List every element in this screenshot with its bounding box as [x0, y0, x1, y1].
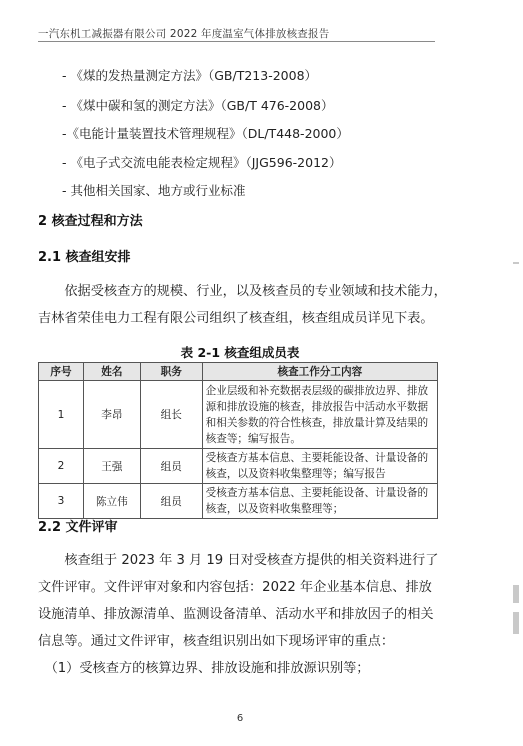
table-caption: 表 2-1 核查组成员表 — [180, 345, 300, 360]
duty-line: 受核查方基本信息、主要耗能设备、计量设备的 — [205, 487, 429, 499]
duty-line: 核查等；编写报告。 — [205, 432, 301, 445]
reference-item: - 《电子式交流电能表检定规程》（JJG596-2012） — [62, 155, 342, 170]
paragraph-line: （1）受核查方的核算边界、排放设施和排放源识别等； — [38, 661, 370, 676]
cell-number: 2 — [39, 449, 84, 484]
paragraph-line: 信息等。通过文件评审，核查组识别出如下现场评审的重点： — [38, 634, 395, 649]
cell-duty — [202, 484, 437, 519]
reference-item: - 《煤的发热量测定方法》（GB/T213-2008） — [62, 68, 318, 83]
col-header-name: 姓名 — [83, 363, 140, 381]
duty-line: 企业层级和补充数据表层级的碳排放边界、排放 — [205, 384, 429, 397]
section-heading-2-1: 2.1 核查组安排 — [38, 250, 131, 265]
reference-item: - 其他相关国家、地方或行业标准 — [62, 183, 246, 198]
cell-role: 组员 — [140, 449, 202, 484]
header-divider — [38, 41, 435, 42]
paragraph-line: 设施清单、排放源清单、监测设备清单、活动水平和排放因子的相关 — [38, 607, 434, 622]
table-row — [39, 449, 438, 484]
cell-number: 3 — [39, 484, 84, 519]
duty-line: 受核查方基本信息、主要耗能设备、计量设备的 — [205, 452, 429, 464]
table-row — [39, 484, 438, 519]
scan-mark — [513, 585, 519, 603]
paragraph-line: 核查组于 2023 年 3 月 19 日对受核查方提供的相关资料进行了 — [38, 553, 439, 568]
scan-mark — [513, 612, 519, 634]
duty-line: 核查，以及资料收集整理等； — [205, 503, 344, 515]
cell-name: 李昂 — [83, 381, 140, 449]
cell-name: 王强 — [83, 449, 140, 484]
cell-number: 1 — [39, 381, 84, 449]
team-members-table — [38, 362, 438, 519]
table-header-row — [39, 363, 438, 381]
col-header-duty: 核查工作分工内容 — [202, 363, 437, 381]
paragraph-line: 依据受核查方的规模、行业，以及核查员的专业领域和技术能力， — [38, 284, 447, 299]
reference-item: - 《煤中碳和氢的测定方法》（GB/T 476-2008） — [62, 98, 334, 113]
cell-duty — [202, 449, 437, 484]
scan-mark — [513, 262, 519, 264]
cell-name: 陈立伟 — [83, 484, 140, 519]
cell-role: 组员 — [140, 484, 202, 519]
duty-line: 源和排放设施的核查，排放报告中活动水平数据 — [205, 400, 429, 413]
team-arrangement-paragraph — [38, 278, 447, 332]
reference-item: -《电能计量装置技术管理规程》（DL/T448-2000） — [62, 126, 349, 141]
document-review-paragraph — [38, 547, 438, 682]
cell-duty — [202, 381, 437, 449]
page-number: 6 — [236, 713, 244, 724]
col-header-role: 职务 — [140, 363, 202, 381]
cell-role: 组长 — [140, 381, 202, 449]
paragraph-line: 吉林省荣佳电力工程有限公司组织了核查组，核查组成员详见下表。 — [38, 311, 434, 326]
col-header-number: 序号 — [39, 363, 84, 381]
paragraph-line: 文件评审。文件评审对象和内容包括：2022 年企业基本信息、排放 — [38, 580, 432, 595]
section-heading-2-2: 2.2 文件评审 — [38, 520, 118, 535]
running-header: 一汽东机工减振器有限公司 2022 年度温室气体排放核查报告 — [38, 28, 330, 40]
duty-line: 核查，以及资料收集整理等；编写报告 — [205, 468, 386, 480]
section-heading-2: 2 核查过程和方法 — [38, 214, 143, 229]
duty-line: 和相关参数的符合性核查，排放量计算及结果的 — [205, 416, 429, 429]
table-row — [39, 381, 438, 449]
